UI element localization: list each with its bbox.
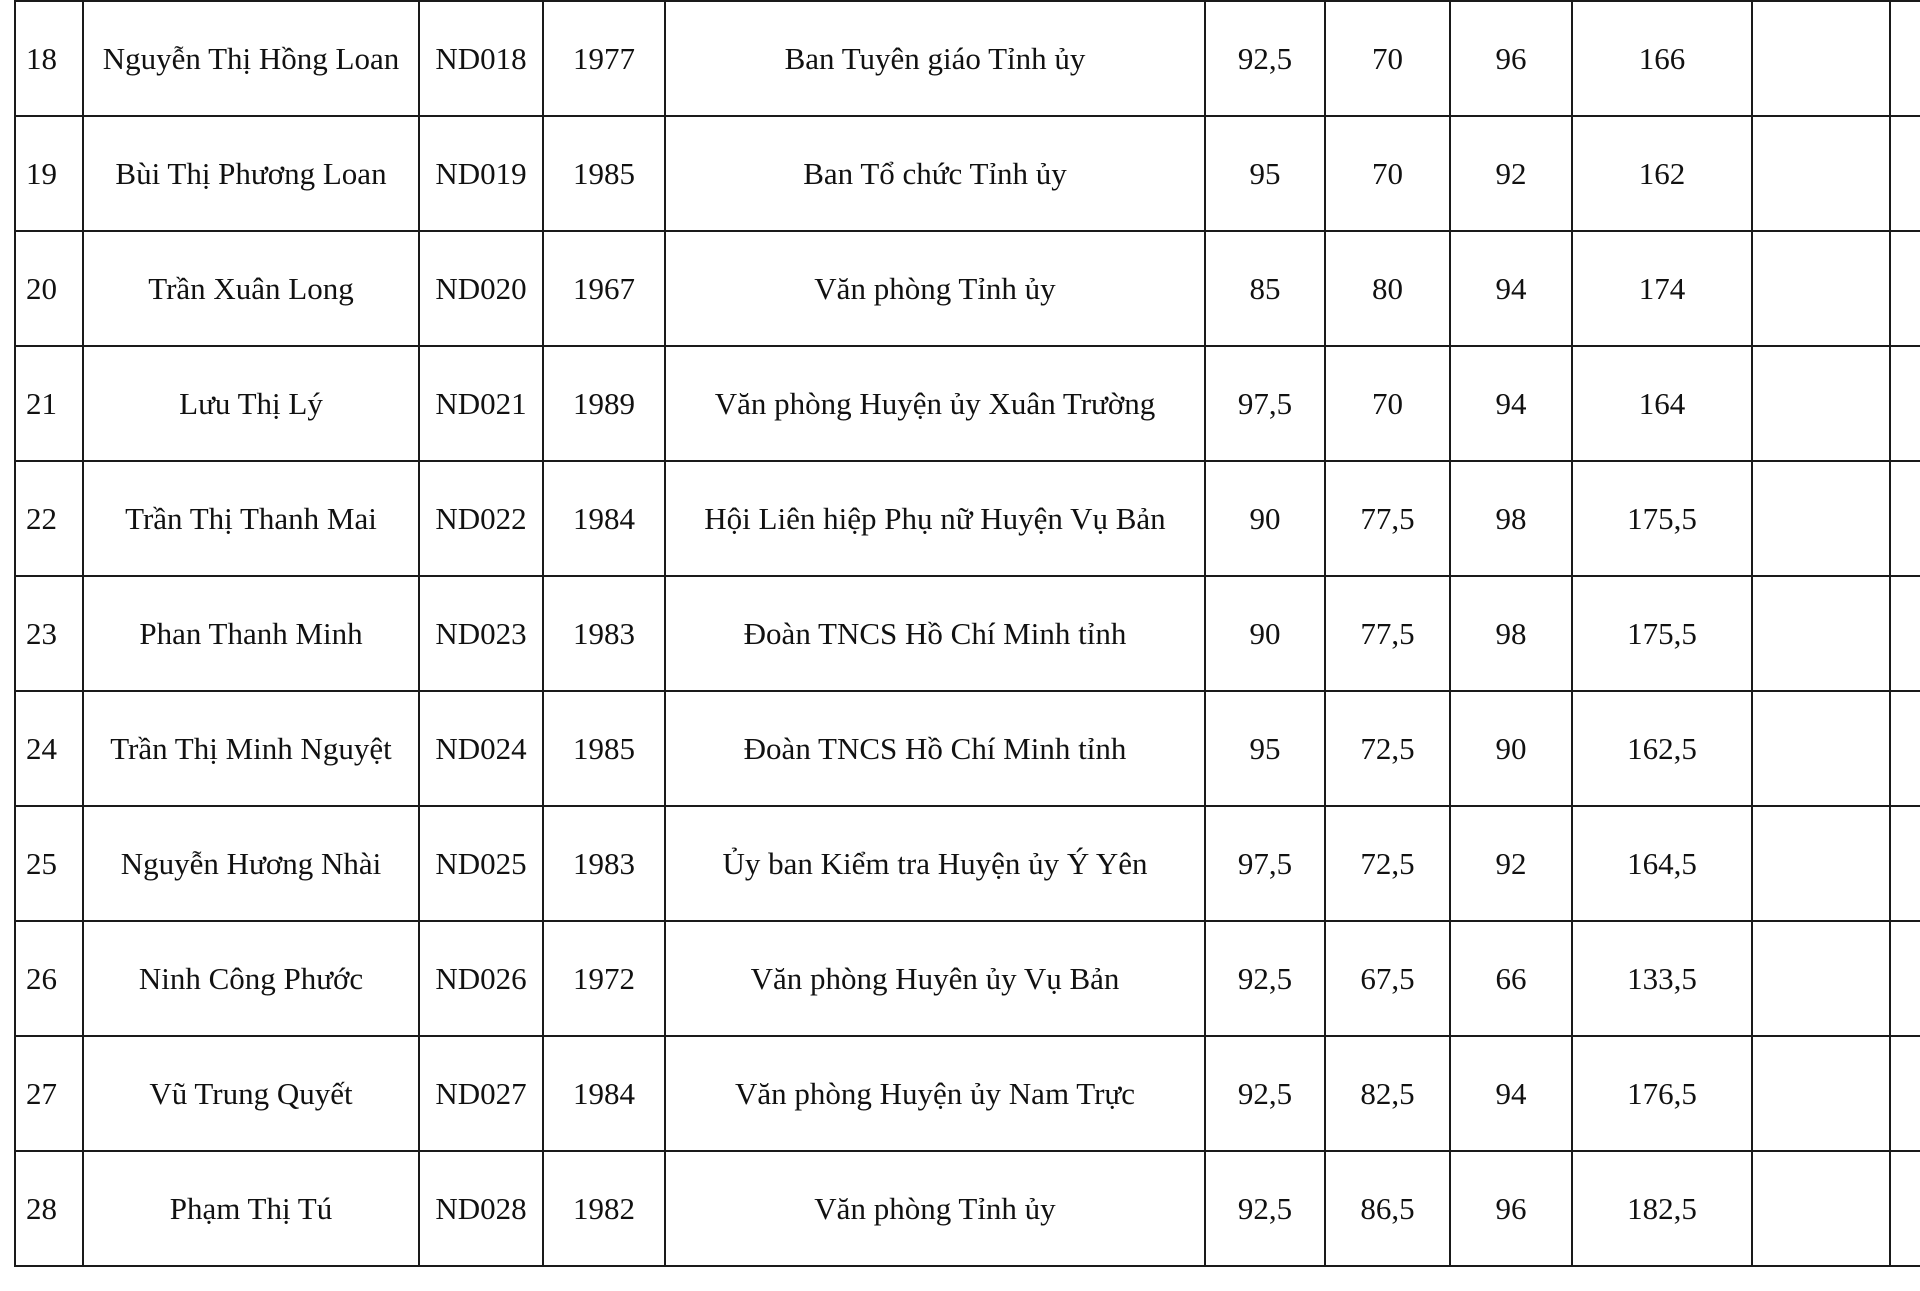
table-row — [15, 116, 1920, 231]
table-body — [15, 1, 1920, 1266]
score-3-cell: 98 — [1450, 576, 1572, 691]
candidate-code-cell: ND020 — [419, 231, 543, 346]
note-cell — [1752, 1, 1890, 116]
note-cell — [1752, 1036, 1890, 1151]
row-number-cell: 20 — [15, 231, 83, 346]
score-3-cell: 94 — [1450, 346, 1572, 461]
total-score-cell: 133,5 — [1572, 921, 1752, 1036]
total-score-cell: 162,5 — [1572, 691, 1752, 806]
table-row — [15, 1036, 1920, 1151]
row-number-cell: 27 — [15, 1036, 83, 1151]
row-number-cell: 18 — [15, 1, 83, 116]
candidate-code-cell: ND027 — [419, 1036, 543, 1151]
table-row — [15, 691, 1920, 806]
full-name-cell: Nguyễn Hương Nhài — [83, 806, 419, 921]
score-1-cell: 85 — [1205, 231, 1325, 346]
score-1-cell: 90 — [1205, 576, 1325, 691]
full-name-cell: Trần Xuân Long — [83, 231, 419, 346]
full-name-cell: Trần Thị Thanh Mai — [83, 461, 419, 576]
total-score-cell: 175,5 — [1572, 576, 1752, 691]
work-unit-cell: Văn phòng Tỉnh ủy — [665, 1151, 1205, 1266]
row-number-cell: 21 — [15, 346, 83, 461]
page-edge-cell — [1890, 1, 1920, 116]
candidate-code-cell: ND023 — [419, 576, 543, 691]
row-number-cell: 19 — [15, 116, 83, 231]
score-1-cell: 95 — [1205, 116, 1325, 231]
score-2-cell: 82,5 — [1325, 1036, 1450, 1151]
table-row — [15, 461, 1920, 576]
full-name-cell: Vũ Trung Quyết — [83, 1036, 419, 1151]
results-table — [14, 0, 1920, 1267]
birth-year-cell: 1984 — [543, 1036, 665, 1151]
score-2-cell: 70 — [1325, 346, 1450, 461]
total-score-cell: 164 — [1572, 346, 1752, 461]
score-3-cell: 94 — [1450, 231, 1572, 346]
birth-year-cell: 1972 — [543, 921, 665, 1036]
full-name-cell: Ninh Công Phước — [83, 921, 419, 1036]
birth-year-cell: 1977 — [543, 1, 665, 116]
candidate-code-cell: ND022 — [419, 461, 543, 576]
score-2-cell: 80 — [1325, 231, 1450, 346]
birth-year-cell: 1989 — [543, 346, 665, 461]
note-cell — [1752, 116, 1890, 231]
work-unit-cell: Ban Tổ chức Tỉnh ủy — [665, 116, 1205, 231]
full-name-cell: Bùi Thị Phương Loan — [83, 116, 419, 231]
score-3-cell: 98 — [1450, 461, 1572, 576]
total-score-cell: 174 — [1572, 231, 1752, 346]
candidate-code-cell: ND025 — [419, 806, 543, 921]
table-row — [15, 1151, 1920, 1266]
work-unit-cell: Ban Tuyên giáo Tỉnh ủy — [665, 1, 1205, 116]
score-1-cell: 97,5 — [1205, 806, 1325, 921]
birth-year-cell: 1983 — [543, 806, 665, 921]
note-cell — [1752, 231, 1890, 346]
score-3-cell: 90 — [1450, 691, 1572, 806]
score-2-cell: 72,5 — [1325, 691, 1450, 806]
page-edge-cell — [1890, 921, 1920, 1036]
row-number-cell: 23 — [15, 576, 83, 691]
total-score-cell: 166 — [1572, 1, 1752, 116]
total-score-cell: 164,5 — [1572, 806, 1752, 921]
page-edge-cell — [1890, 1036, 1920, 1151]
note-cell — [1752, 346, 1890, 461]
total-score-cell: 182,5 — [1572, 1151, 1752, 1266]
page-edge-cell — [1890, 231, 1920, 346]
full-name-cell: Phạm Thị Tú — [83, 1151, 419, 1266]
table-row — [15, 806, 1920, 921]
score-1-cell: 90 — [1205, 461, 1325, 576]
score-2-cell: 86,5 — [1325, 1151, 1450, 1266]
score-3-cell: 94 — [1450, 1036, 1572, 1151]
page-edge-cell — [1890, 1151, 1920, 1266]
page-edge-cell — [1890, 576, 1920, 691]
candidate-code-cell: ND028 — [419, 1151, 543, 1266]
score-2-cell: 77,5 — [1325, 461, 1450, 576]
full-name-cell: Phan Thanh Minh — [83, 576, 419, 691]
score-1-cell: 92,5 — [1205, 1151, 1325, 1266]
total-score-cell: 175,5 — [1572, 461, 1752, 576]
work-unit-cell: Văn phòng Huyện ủy Nam Trực — [665, 1036, 1205, 1151]
birth-year-cell: 1983 — [543, 576, 665, 691]
page-edge-cell — [1890, 346, 1920, 461]
full-name-cell: Lưu Thị Lý — [83, 346, 419, 461]
table-row — [15, 576, 1920, 691]
candidate-code-cell: ND019 — [419, 116, 543, 231]
page-edge-cell — [1890, 691, 1920, 806]
row-number-cell: 24 — [15, 691, 83, 806]
score-3-cell: 92 — [1450, 806, 1572, 921]
score-1-cell: 97,5 — [1205, 346, 1325, 461]
note-cell — [1752, 691, 1890, 806]
birth-year-cell: 1982 — [543, 1151, 665, 1266]
birth-year-cell: 1985 — [543, 116, 665, 231]
page-edge-cell — [1890, 461, 1920, 576]
full-name-cell: Trần Thị Minh Nguyệt — [83, 691, 419, 806]
score-3-cell: 66 — [1450, 921, 1572, 1036]
work-unit-cell: Văn phòng Tỉnh ủy — [665, 231, 1205, 346]
work-unit-cell: Văn phòng Huyện ủy Xuân Trường — [665, 346, 1205, 461]
score-1-cell: 95 — [1205, 691, 1325, 806]
score-3-cell: 96 — [1450, 1, 1572, 116]
note-cell — [1752, 921, 1890, 1036]
score-3-cell: 92 — [1450, 116, 1572, 231]
score-2-cell: 70 — [1325, 1, 1450, 116]
score-1-cell: 92,5 — [1205, 1, 1325, 116]
row-number-cell: 25 — [15, 806, 83, 921]
candidate-code-cell: ND018 — [419, 1, 543, 116]
score-1-cell: 92,5 — [1205, 1036, 1325, 1151]
full-name-cell: Nguyễn Thị Hồng Loan — [83, 1, 419, 116]
row-number-cell: 22 — [15, 461, 83, 576]
page-edge-cell — [1890, 116, 1920, 231]
table-row — [15, 346, 1920, 461]
score-2-cell: 77,5 — [1325, 576, 1450, 691]
work-unit-cell: Ủy ban Kiểm tra Huyện ủy Ý Yên — [665, 806, 1205, 921]
score-2-cell: 72,5 — [1325, 806, 1450, 921]
note-cell — [1752, 461, 1890, 576]
birth-year-cell: 1984 — [543, 461, 665, 576]
candidate-code-cell: ND024 — [419, 691, 543, 806]
total-score-cell: 162 — [1572, 116, 1752, 231]
work-unit-cell: Đoàn TNCS Hồ Chí Minh tỉnh — [665, 691, 1205, 806]
work-unit-cell: Văn phòng Huyên ủy Vụ Bản — [665, 921, 1205, 1036]
note-cell — [1752, 806, 1890, 921]
total-score-cell: 176,5 — [1572, 1036, 1752, 1151]
birth-year-cell: 1967 — [543, 231, 665, 346]
birth-year-cell: 1985 — [543, 691, 665, 806]
row-number-cell: 26 — [15, 921, 83, 1036]
score-2-cell: 67,5 — [1325, 921, 1450, 1036]
table-row — [15, 921, 1920, 1036]
table-row — [15, 1, 1920, 116]
table-row — [15, 231, 1920, 346]
row-number-cell: 28 — [15, 1151, 83, 1266]
score-2-cell: 70 — [1325, 116, 1450, 231]
score-1-cell: 92,5 — [1205, 921, 1325, 1036]
note-cell — [1752, 576, 1890, 691]
work-unit-cell: Hội Liên hiệp Phụ nữ Huyện Vụ Bản — [665, 461, 1205, 576]
note-cell — [1752, 1151, 1890, 1266]
work-unit-cell: Đoàn TNCS Hồ Chí Minh tỉnh — [665, 576, 1205, 691]
candidate-code-cell: ND026 — [419, 921, 543, 1036]
page-edge-cell — [1890, 806, 1920, 921]
candidate-code-cell: ND021 — [419, 346, 543, 461]
score-3-cell: 96 — [1450, 1151, 1572, 1266]
